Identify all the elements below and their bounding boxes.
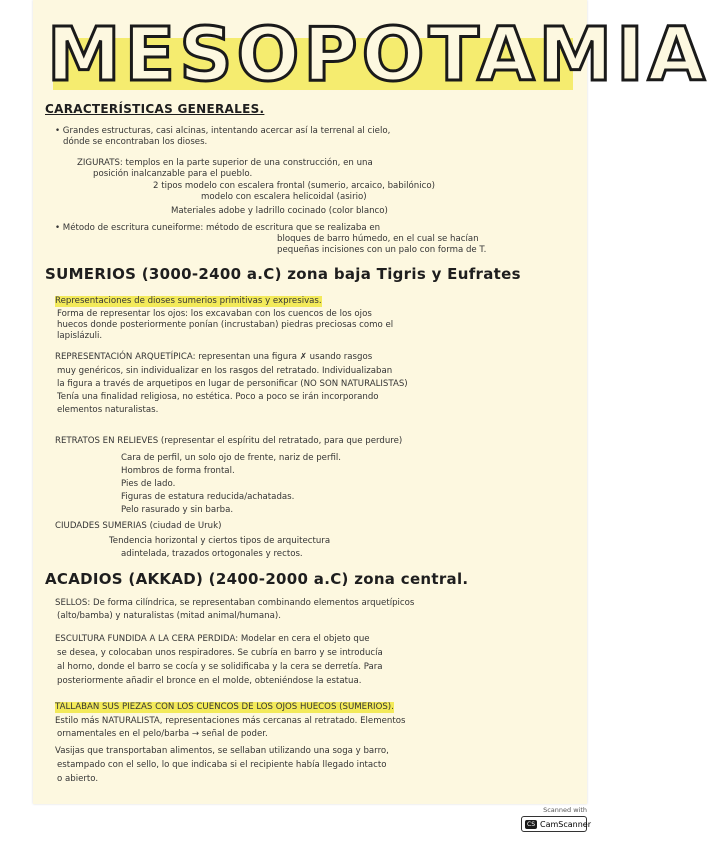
scanner-brand: CamScanner — [540, 819, 592, 829]
sumerios-heading: SUMERIOS (3000-2400 a.C) zona baja Tigris y Eufrates — [45, 265, 521, 283]
sum-p2-3: la figura a través de arquetipos en lugar de personificar (NO SON NATURALISTAS) — [57, 379, 408, 389]
gen-line-5: 2 tipos modelo con escalera frontal (sumerio, arcaico, babilónico) — [153, 181, 435, 191]
aca-p2-2: se desea, y colocaban unos respiradores. Se cubría en barro y se introducía — [57, 648, 383, 658]
aca-p2-3: al horno, donde el barro se cocía y se solidificaba y la cera se derretía. Para — [57, 662, 383, 672]
gen-line-4: posición inalcanzable para el pueblo. — [93, 169, 253, 179]
gen-line-10: pequeñas incisiones con un palo con forma de T. — [277, 245, 487, 255]
aca-p2-4: posteriormente añadir el bronce en el molde, obteniéndose la estatua. — [57, 676, 362, 686]
sum-p4-2: Tendencia horizontal y ciertos tipos de arquitectura — [109, 536, 331, 546]
camscanner-watermark — [521, 806, 592, 842]
sum-p3-5: Figuras de estatura reducida/achatadas. — [121, 492, 295, 502]
sum-p3-1: RETRATOS EN RELIEVES (representar el espíritu del retratado, para que perdure) — [55, 436, 403, 446]
sum-p2-4: Tenía una finalidad religiosa, no estética. Poco a poco se irán incorporando — [57, 392, 379, 402]
gen-line-1: • Grandes estructuras, casi alcinas, intentando acercar así la terrenal al cielo, — [55, 126, 391, 136]
scanner-caption: Scanned with — [543, 806, 587, 814]
acadios-heading: ACADIOS (AKKAD) (2400-2000 a.C) zona central. — [45, 570, 469, 588]
aca-p3-6: o abierto. — [57, 774, 99, 784]
aca-p3-4: Vasijas que transportaban alimentos, se sellaban utilizando una soga y barro, — [55, 746, 389, 756]
sum-p1-3: huecos donde posteriormente ponían (incrustaban) piedras preciosas como el — [57, 320, 394, 330]
gen-line-7: Materiales adobe y ladrillo cocinado (color blanco) — [171, 206, 388, 216]
sum-p2-5: elementos naturalistas. — [57, 405, 159, 415]
gen-line-6: modelo con escalera helicoidal (asirio) — [201, 192, 367, 202]
gen-line-3: ZIGURATS: templos en la parte superior de una construcción, en una — [77, 158, 373, 168]
sum-p4-3: adintelada, trazados ortogonales y rectos. — [121, 549, 303, 559]
sum-p4-1: CIUDADES SUMERIAS (ciudad de Uruk) — [55, 521, 222, 531]
notes-page — [33, 0, 709, 804]
gen-line-2: dónde se encontraban los dioses. — [63, 137, 208, 147]
sum-p1-4: lapislázuli. — [57, 331, 103, 341]
sum-p3-2: Cara de perfil, un solo ojo de frente, nariz de perfil. — [121, 453, 342, 463]
aca-p3-1: TALLABAN SUS PIEZAS CON LOS CUENCOS DE LOS OJOS HUECOS (SUMERIOS). — [55, 702, 394, 712]
sum-p3-4: Pies de lado. — [121, 479, 176, 489]
aca-p3-5: estampado con el sello, lo que indicaba si el recipiente había llegado intacto — [57, 760, 387, 770]
aca-p2-1: ESCULTURA FUNDIDA A LA CERA PERDIDA: Modelar en cera el objeto que — [55, 634, 370, 644]
page-title: MESOPOTAMIA — [47, 12, 709, 98]
camscanner-icon: CS — [527, 820, 535, 828]
aca-p3-3: ornamentales en el pelo/barba → señal de poder. — [57, 729, 268, 739]
generales-heading: CARACTERÍSTICAS GENERALES. — [45, 102, 265, 116]
title-block — [33, 4, 709, 100]
aca-p1-2: (alto/bamba) y naturalistas (mitad animal/humana). — [57, 611, 281, 621]
sum-p3-3: Hombros de forma frontal. — [121, 466, 235, 476]
aca-p3-2: Estilo más NATURALISTA, representaciones más cercanas al retratado. Elementos — [55, 716, 406, 726]
sum-p2-2: muy genéricos, sin individualizar en los rasgos del retratado. Individualizaban — [57, 366, 393, 376]
sum-p1-1: Representaciones de dioses sumerios primitivas y expresivas. — [55, 296, 322, 306]
gen-line-8: • Método de escritura cuneiforme: método de escritura que se realizaba en — [55, 223, 381, 233]
aca-p1-1: SELLOS: De forma cilíndrica, se representaban combinando elementos arquetípicos — [55, 598, 415, 608]
sum-p3-6: Pelo rasurado y sin barba. — [121, 505, 234, 515]
sum-p2-1: REPRESENTACIÓN ARQUETÍPICA: representan una figura ✗ usando rasgos — [55, 352, 373, 362]
scanner-logo — [521, 816, 592, 832]
sum-p1-2: Forma de representar los ojos: los excavaban con los cuencos de los ojos — [57, 309, 372, 319]
gen-line-9: bloques de barro húmedo, en el cual se hacían — [277, 234, 479, 244]
